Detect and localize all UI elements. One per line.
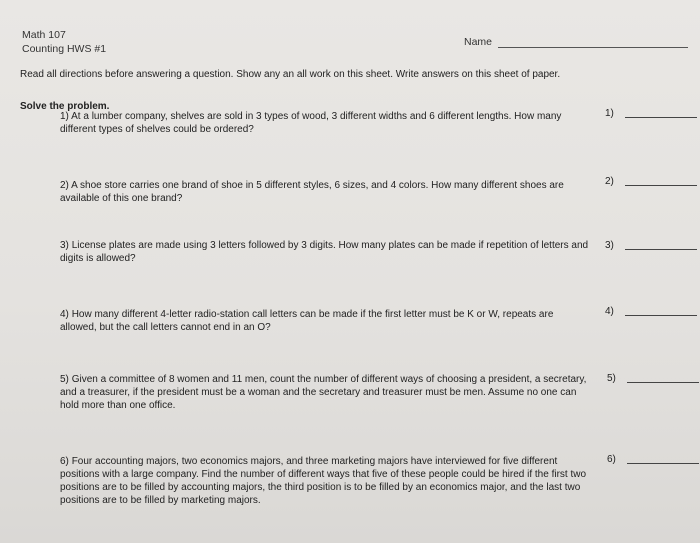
answer-label: 5) bbox=[607, 373, 616, 384]
directions-text: Read all directions before answering a question. Show any an all work on this sheet. Write answers on this sheet of paper. bbox=[20, 69, 561, 80]
question-text: License plates are made using 3 letters followed by 3 digits. How many plates can be made if repetition of letters and digits is allowed? bbox=[60, 240, 589, 264]
question-number: 2) bbox=[60, 180, 69, 191]
question-4 bbox=[60, 308, 590, 334]
question-number: 1) bbox=[60, 111, 69, 122]
answer-line bbox=[625, 117, 697, 118]
answer-line bbox=[627, 463, 699, 464]
question-text: A shoe store carries one brand of shoe in 5 different styles, 6 sizes, and 4 colors. How many different shoes are available of this one brand? bbox=[60, 180, 564, 204]
question-text: How many different 4-letter radio-station call letters can be made if the first letter must be K or W, repeats are allowed, but the call letters cannot end in an O? bbox=[60, 309, 554, 333]
answer-label: 3) bbox=[605, 240, 614, 251]
course-title bbox=[22, 28, 106, 56]
answer-label: 1) bbox=[605, 108, 614, 119]
question-3 bbox=[60, 239, 590, 265]
answer-line bbox=[625, 249, 697, 250]
worksheet-title: Counting HWS #1 bbox=[22, 43, 107, 55]
question-6 bbox=[60, 455, 590, 507]
question-number: 6) bbox=[60, 456, 69, 467]
question-2 bbox=[60, 179, 590, 205]
question-text: Given a committee of 8 women and 11 men, count the number of different ways of choosing a president, a secretary, and a treasurer, if the president must be a woman and the secretary and treasurer must be men. Assume no one can hold more than one office. bbox=[60, 374, 587, 411]
answer-line bbox=[627, 382, 699, 383]
question-number: 5) bbox=[60, 374, 69, 385]
answer-label: 4) bbox=[605, 306, 614, 317]
question-5 bbox=[60, 373, 590, 412]
course-number: Math 107 bbox=[22, 29, 66, 41]
name-label: Name bbox=[464, 36, 493, 48]
name-line bbox=[498, 47, 688, 48]
question-number: 3) bbox=[60, 240, 69, 251]
answer-line bbox=[625, 185, 697, 186]
section-title: Solve the problem. bbox=[20, 101, 110, 112]
question-text: At a lumber company, shelves are sold in 3 types of wood, 3 different widths and 6 different lengths. How many different types of shelves could be ordered? bbox=[60, 111, 562, 135]
question-1 bbox=[60, 110, 590, 136]
question-text: Four accounting majors, two economics majors, and three marketing majors have interviewed for five different positions with a large company. Find the number of different ways that five of these people could be hired if the first two positions are to be filled by accounting majors, the third position is to be filled by an economics major, and the last two positions are to be filled by marketing majors. bbox=[60, 456, 587, 506]
answer-line bbox=[625, 315, 697, 316]
question-number: 4) bbox=[60, 309, 69, 320]
answer-label: 6) bbox=[607, 454, 616, 465]
answer-label: 2) bbox=[605, 176, 614, 187]
